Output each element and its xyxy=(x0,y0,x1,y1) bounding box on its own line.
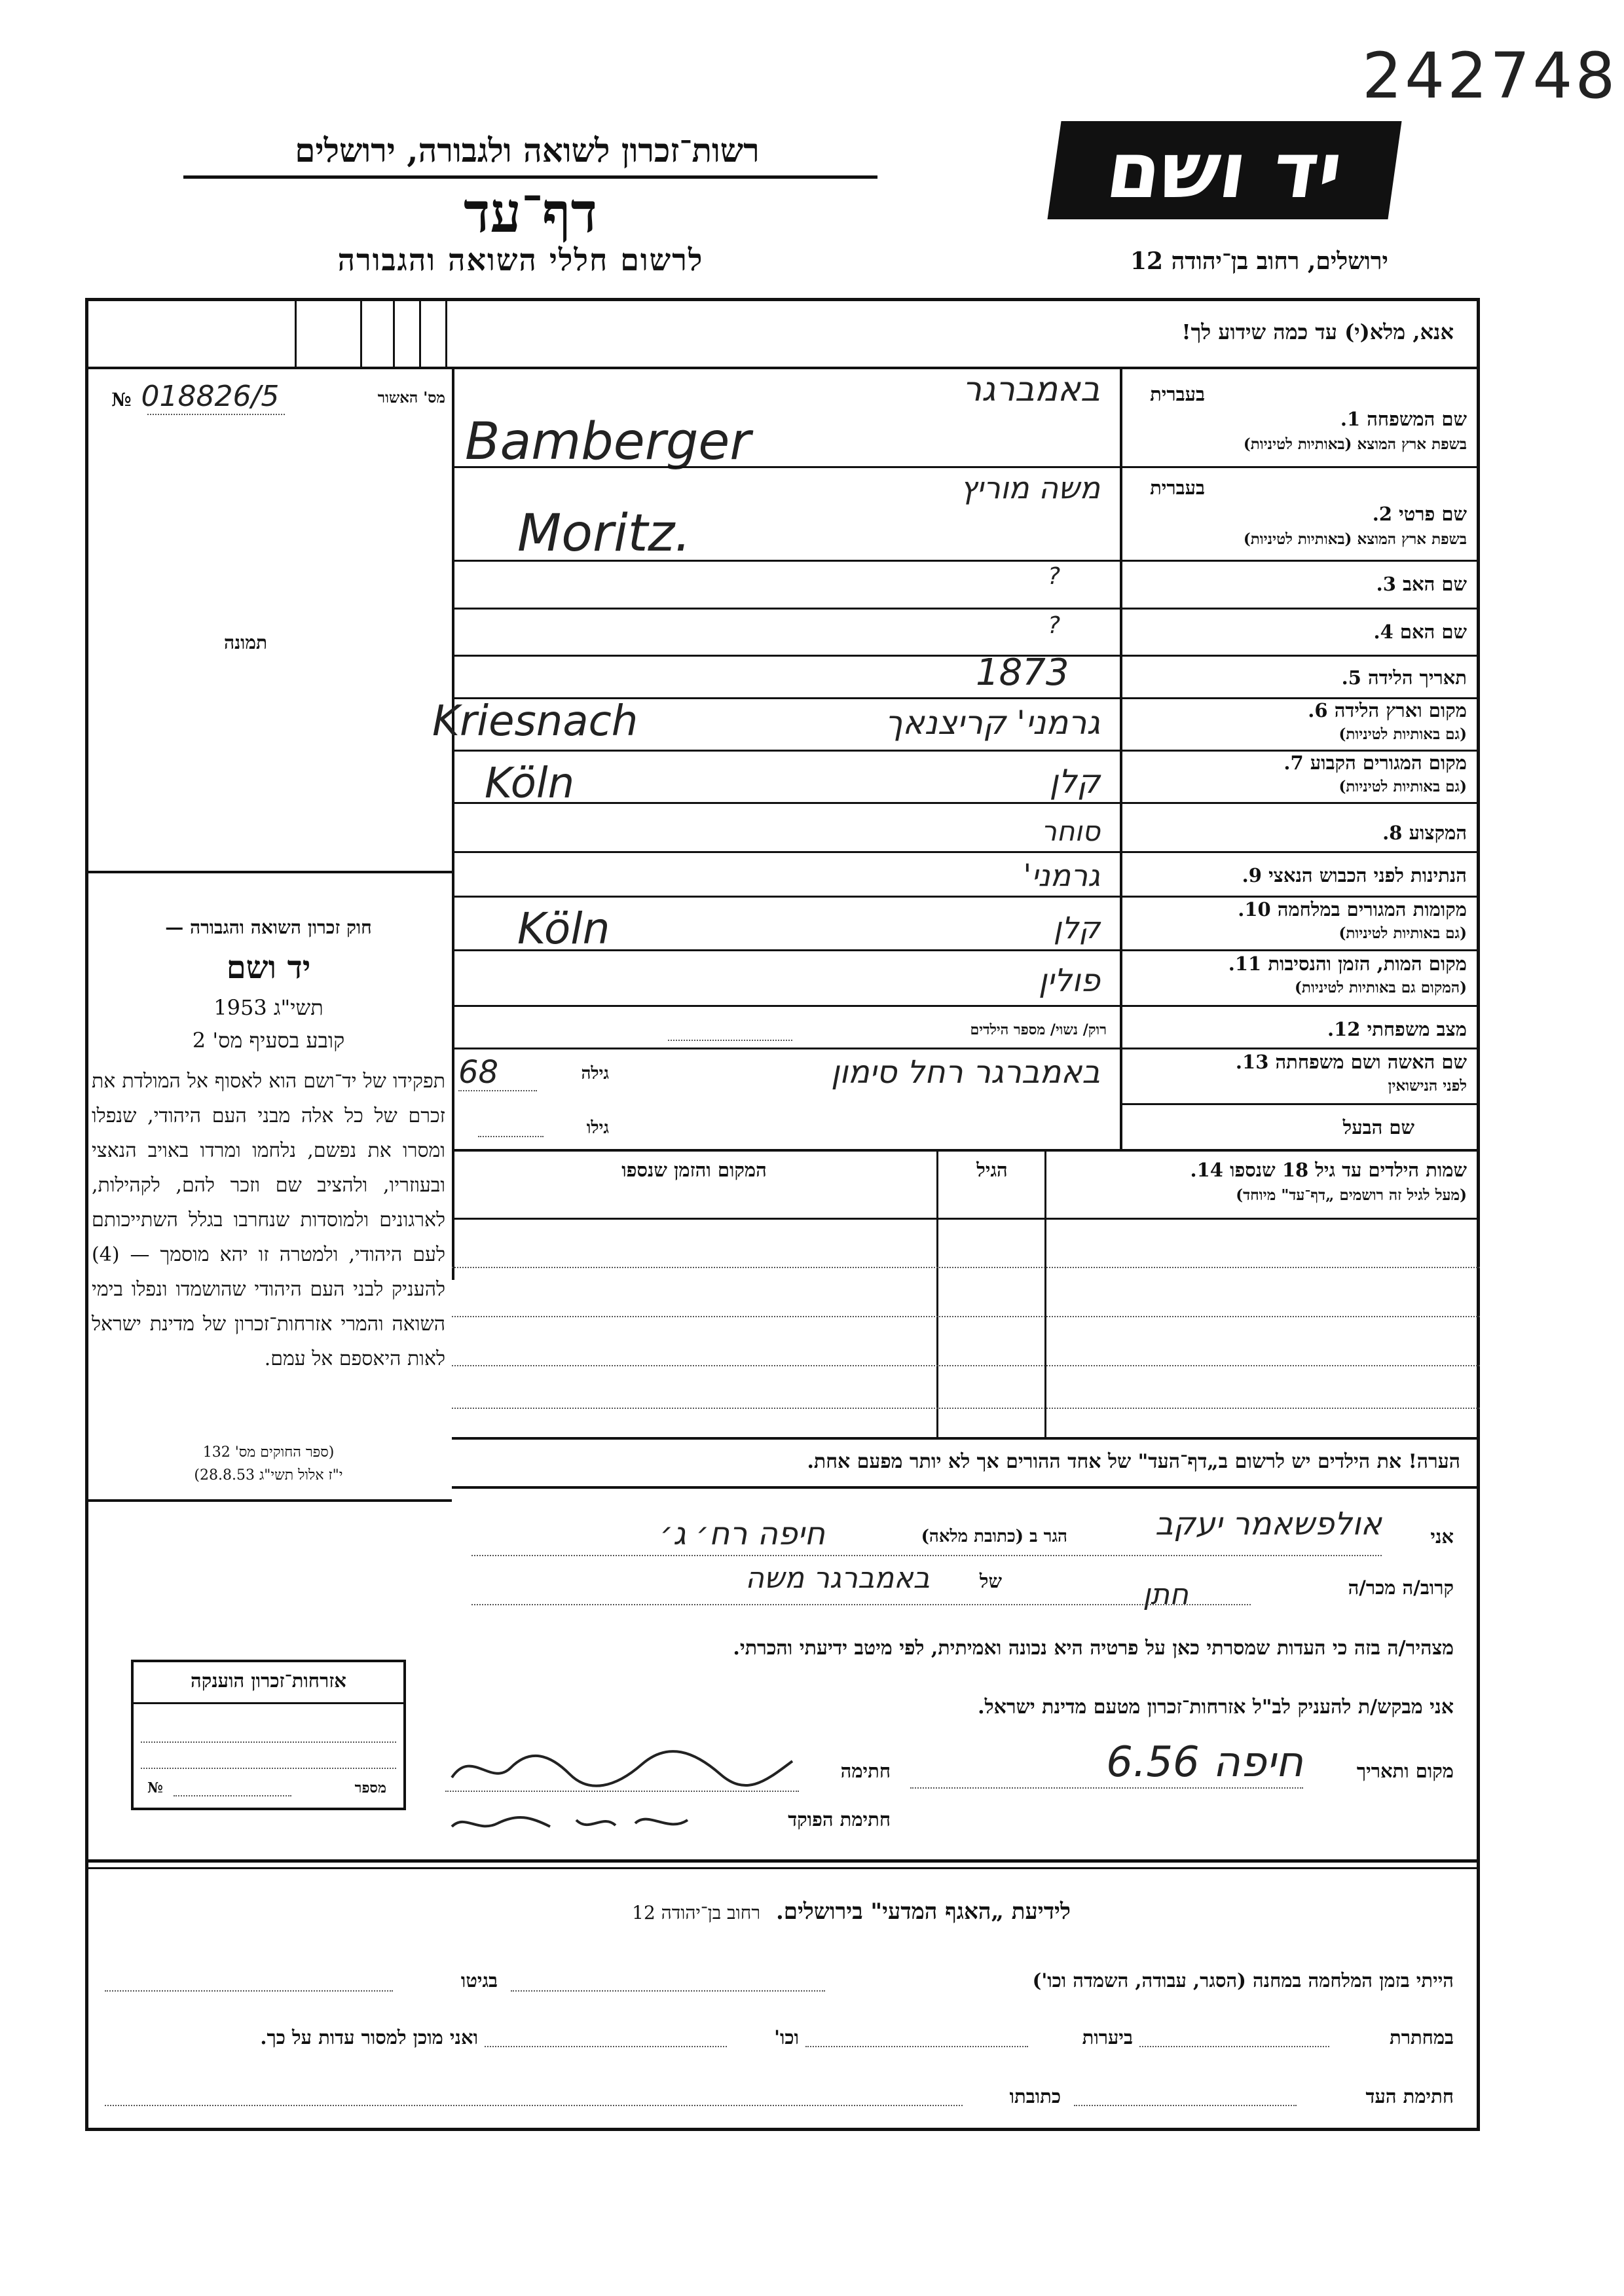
citizenship-prefix: № xyxy=(147,1779,163,1796)
bottom-etc: וכו' xyxy=(774,2026,799,2049)
field-2-hebrew-value[interactable]: משה מוריץ xyxy=(960,470,1100,505)
archive-number: 242748 xyxy=(1362,39,1618,113)
field-2-latin-value[interactable]: Moritz. xyxy=(517,504,692,563)
instruction: אנא, מלא(י) עד כמה שידוע לך! xyxy=(1181,319,1454,344)
field-1-sub: בשפת ארץ המוצא (באותיות לטיניות) xyxy=(1243,435,1467,453)
underground-line xyxy=(1139,2046,1329,2047)
field-11-value[interactable]: פולין xyxy=(1038,962,1100,999)
row-line xyxy=(452,466,1480,468)
strip-tick xyxy=(419,301,421,367)
law-bottom xyxy=(85,1499,452,1502)
field-11-label xyxy=(1126,953,1467,975)
children-num: 14. xyxy=(1190,1159,1223,1181)
registration-number[interactable]: 018826/5 xyxy=(141,380,280,413)
bottom-witness-sig: חתימת העד xyxy=(1365,2085,1454,2107)
field-4-num: 4. xyxy=(1373,621,1393,643)
citizenship-number-label: מספר xyxy=(354,1779,386,1796)
official-signature-scribble xyxy=(445,1800,694,1840)
field-10-latin-value[interactable]: Köln xyxy=(517,903,610,954)
citizenship-line xyxy=(141,1768,396,1769)
form-title: דף־עד xyxy=(463,180,597,245)
forests-line xyxy=(805,2046,1028,2047)
children-row xyxy=(452,1408,1480,1409)
field-1-num: 1. xyxy=(1340,408,1361,430)
field-1-label xyxy=(1126,408,1467,431)
photo-bottom xyxy=(85,871,452,873)
decl-signature-label: חתימה xyxy=(840,1760,891,1782)
field-7-label-text: מקום המגורים הקבוע xyxy=(1310,752,1467,774)
law-clause: קובע בסעיף מס' 2 xyxy=(192,1028,345,1053)
field-2-num: 2. xyxy=(1372,503,1393,525)
field-4-label-text: שם האם xyxy=(1399,621,1467,643)
field-3-label xyxy=(1126,573,1467,596)
field-5-label-text: תאריך הלידה xyxy=(1368,666,1467,689)
law-footnote-2: י"ז אלול תשי"ג 28.8.53) xyxy=(194,1467,343,1484)
field-2-label xyxy=(1126,503,1467,526)
decl-i-label: אני xyxy=(1430,1525,1454,1548)
field-6-label-text: מקום וארץ הלידה xyxy=(1334,699,1467,721)
reg-line xyxy=(147,414,285,415)
strip-tick xyxy=(295,301,297,367)
field-10-label-text: מקומות המגורים במלחמה xyxy=(1277,898,1467,920)
bottom-line1: הייתי בזמן המלחמה במחנה (הסגר, עבודה, השמדה וכו') xyxy=(1032,1969,1454,1992)
strip-tick xyxy=(445,301,447,367)
camp-line xyxy=(511,1990,825,1992)
field-13-label xyxy=(1126,1051,1467,1074)
header-address: ירושלים, רחוב בן־יהודה 12 xyxy=(1130,247,1388,275)
field-11-sub: (המקום גם באותיות לטיניות) xyxy=(1295,979,1467,996)
row-line xyxy=(452,560,1480,562)
decl-of-value[interactable]: באמברגר משה xyxy=(745,1561,930,1595)
authority-underline xyxy=(183,175,877,179)
children-col-divider xyxy=(1044,1149,1046,1437)
row-line xyxy=(452,608,1480,610)
row-line xyxy=(452,851,1480,853)
ghetto-line xyxy=(105,1990,393,1992)
witness-address-line xyxy=(105,2105,963,2106)
children-row xyxy=(452,1365,1480,1366)
field-13-value[interactable]: באמברגר רחל סימון xyxy=(830,1054,1100,1091)
field-6-hebrew-value[interactable]: גרמני' קריצנאך xyxy=(885,704,1100,742)
authority-title: רשות־זכרון לשואה ולגבורה, ירושלים xyxy=(295,131,760,170)
bottom-separator-2 xyxy=(85,1867,1480,1869)
field-11-num: 11. xyxy=(1228,953,1262,975)
field-13-label-text: שם האשה ושם משפחתה xyxy=(1275,1051,1467,1073)
bottom-underground: במחתרת xyxy=(1390,2026,1454,2049)
witness-sig-line xyxy=(1074,2105,1297,2106)
decl-official-label: חתימת הפוקד xyxy=(788,1808,891,1831)
husband-age-line xyxy=(478,1136,544,1137)
decl-line xyxy=(471,1604,1251,1605)
children-col-divider xyxy=(936,1149,938,1437)
field-5-value[interactable]: 1873 xyxy=(976,651,1069,694)
logo-text: יד ושם xyxy=(1101,125,1348,215)
official-signature[interactable] xyxy=(445,1800,694,1840)
bottom-title-text: לידיעת „האגף המדעי" בירושלים. xyxy=(775,1899,1071,1925)
instruction-line xyxy=(85,367,1480,369)
field-8-num: 8. xyxy=(1382,822,1403,844)
registration-label: מס' האשור xyxy=(377,389,445,407)
decl-i-value[interactable]: אולפשאמר יעקב xyxy=(1154,1506,1382,1542)
field-6-latin-value[interactable]: Kriesnach xyxy=(432,697,638,746)
field-4-label xyxy=(1126,621,1467,644)
photo-divider xyxy=(452,367,454,1280)
field-7-sub: (גם באותיות לטיניות) xyxy=(1338,778,1467,795)
row-line xyxy=(452,1048,1480,1049)
bottom-forests: ביערות xyxy=(1082,2026,1133,2049)
strip-tick xyxy=(393,301,395,367)
field-5-label xyxy=(1126,666,1467,689)
bottom-ghetto: בגיטו xyxy=(460,1969,498,1992)
children-count-line xyxy=(668,1040,792,1041)
children-top xyxy=(452,1149,1480,1152)
field-9-num: 9. xyxy=(1242,864,1262,886)
reg-prefix: № xyxy=(111,389,132,410)
bottom-address-label: כתובתו xyxy=(1009,2085,1061,2107)
field-7-latin-value[interactable]: Köln xyxy=(485,759,575,808)
yad-vashem-logo xyxy=(1047,121,1401,219)
field-11-label-text: מקום המות, הזמן והנסיבות xyxy=(1268,953,1467,975)
row-line xyxy=(452,949,1480,951)
row-line xyxy=(452,896,1480,898)
bottom-separator xyxy=(85,1859,1480,1863)
children-age-col: הגיל xyxy=(976,1159,1008,1181)
children-place-col: המקום והזמן שנספו xyxy=(621,1159,767,1181)
field-9-value[interactable]: גרמני' xyxy=(1023,858,1100,893)
field-5-num: 5. xyxy=(1341,666,1361,689)
field-2-lang: בעברית xyxy=(1150,477,1205,499)
decl-place-date-label: מקום ותאריך xyxy=(1356,1760,1454,1782)
children-bottom xyxy=(452,1437,1480,1440)
strip-tick xyxy=(360,301,362,367)
field-9-label-text: הנתינות לפני הכבוש הנאצי xyxy=(1268,864,1467,886)
decl-resides-label: הגר ב (כתובת מלאה) xyxy=(921,1527,1067,1546)
field-7-hebrew-value[interactable]: קלן xyxy=(1049,763,1100,801)
field-2-sub: בשפת ארץ המוצא (באותיות לטיניות) xyxy=(1243,530,1467,548)
children-sub: (מעל לגיל זה רושמים „דף־עד" מיוחד) xyxy=(1236,1186,1467,1204)
field-10-hebrew-value[interactable]: קלן xyxy=(1053,910,1100,945)
signature-scribble xyxy=(445,1741,799,1794)
decl-statement: מצהיר/ה בזה כי העדות שמסרתי כאן על פרטיה היא נכונה ואמיתית, לפי מיטב ידיעתי והכרתי. xyxy=(733,1637,1454,1660)
husband-label: שם הבעל xyxy=(1342,1116,1414,1139)
law-year: תשי"ג 1953 xyxy=(213,995,323,1020)
decl-resides-value[interactable]: חיפה רח׳ ג׳ xyxy=(659,1516,825,1552)
bottom-ready: ואני מוכן למסור עדות על כך. xyxy=(260,2026,478,2049)
field-3-label-text: שם האב xyxy=(1402,573,1467,595)
citizenship-line xyxy=(141,1741,396,1743)
field-10-num: 10. xyxy=(1238,898,1271,920)
label-divider xyxy=(1120,367,1122,1149)
field-12-label xyxy=(1126,1018,1467,1041)
field-13-age-value[interactable]: 68 xyxy=(458,1054,499,1091)
field-8-value[interactable]: סוחר xyxy=(1041,815,1100,847)
decl-relative-value[interactable]: חתן xyxy=(1143,1578,1189,1611)
decl-signature[interactable] xyxy=(445,1741,799,1794)
field-8-label-text: המקצוע xyxy=(1409,822,1467,844)
decl-line xyxy=(471,1555,1382,1556)
citizenship-number-line xyxy=(174,1795,291,1796)
children-header-line xyxy=(452,1218,1480,1220)
wife-age-line xyxy=(458,1090,537,1091)
field-1-lang: בעברית xyxy=(1150,383,1205,405)
field-8-label xyxy=(1126,822,1467,845)
decl-line xyxy=(445,1791,799,1792)
field-3-value[interactable]: ? xyxy=(1048,563,1061,590)
field-1-hebrew-value[interactable]: באמברגר xyxy=(962,370,1100,409)
field-13-age-label: גילה xyxy=(581,1064,609,1084)
row-line xyxy=(452,655,1480,657)
field-1-latin-value[interactable]: Bamberger xyxy=(465,412,751,471)
field-2-label-text: שם פרטי xyxy=(1399,503,1467,525)
field-12-num: 12. xyxy=(1327,1018,1361,1040)
row-line xyxy=(452,1005,1480,1007)
law-footnote-1: (ספר החוקים מס' 132 xyxy=(202,1444,335,1461)
children-row xyxy=(452,1316,1480,1317)
field-10-label xyxy=(1126,898,1467,921)
decl-line xyxy=(910,1787,1303,1789)
field-13-sub: לפני הנישואין xyxy=(1388,1077,1467,1095)
field-6-label xyxy=(1126,699,1467,722)
row-line xyxy=(452,802,1480,804)
law-text: תפקידו של יד־ושם הוא לאסוף אל המולדת את זכרם של כל אלה מבני העם היהודי, שנפלו ומסרו את נפשם, נלחמו ומרדו באויב הנאצי ובעוזריו, ולהציב שם וזכר להם, לקהילות, לארגונים ולמוסדות שנחרבו בגלל השתייכותם לעם היהודי, ולמטרה זו יהא מוסמך — (4) להעניק לבני העם היהודי שהושמדו ונפלו בימי השואה והמרי אזרחות־זכרון של מדינת ישראל לאות היאספם אל עמם. xyxy=(92,1070,445,1370)
field-9-label xyxy=(1126,864,1467,887)
decl-request: אני מבקש/ת להעניק לב"ל אזרחות־זכרון מטעם מדינת ישראל. xyxy=(978,1696,1454,1719)
citizenship-title: אזרחות־זכרון הוענקה xyxy=(191,1669,346,1692)
law-name: יד ושם xyxy=(226,949,311,986)
field-7-num: 7. xyxy=(1283,752,1304,774)
decl-relative-label: קרוב/ה מכר/ה xyxy=(1348,1576,1454,1599)
field-7-label xyxy=(1126,752,1467,774)
field-12-value[interactable]: רוק/ נשוי/ מספר הילדים xyxy=(970,1021,1107,1038)
field-12-label-text: מצב משפחתי xyxy=(1367,1018,1467,1040)
field-6-sub: (גם באותיות לטיניות) xyxy=(1338,725,1467,743)
husband-age-label: גילו xyxy=(586,1118,609,1138)
registration-number-area xyxy=(111,380,445,419)
decl-of-label: של xyxy=(979,1570,1002,1592)
photo-label: תמונה xyxy=(223,632,268,653)
etc-line xyxy=(485,2046,727,2047)
row-line xyxy=(1120,1103,1480,1105)
field-10-sub: (גם באותיות לטיניות) xyxy=(1338,924,1467,942)
field-3-num: 3. xyxy=(1376,573,1396,595)
note-line xyxy=(452,1486,1480,1489)
children-label xyxy=(1048,1159,1467,1182)
bottom-title xyxy=(498,1899,1205,1925)
field-13-num: 13. xyxy=(1235,1051,1269,1073)
form-subtitle: לרשום חללי השואה והגבורה xyxy=(337,242,704,278)
children-row xyxy=(452,1267,1480,1268)
field-1-label-text: שם המשפחה xyxy=(1367,408,1467,430)
decl-place-date-value[interactable]: חיפה 6.56 xyxy=(1106,1738,1303,1787)
law-title: חוק זכרון השואה והגבורה — xyxy=(165,917,372,938)
citizenship-title-line xyxy=(131,1702,406,1704)
bottom-address: רחוב בן־יהודה 12 xyxy=(632,1902,761,1923)
note: הערה! את הילדים יש לרשום ב„דף־העד" של אחד ההורים אך לא יותר מפעם אחת. xyxy=(807,1450,1460,1473)
field-6-num: 6. xyxy=(1308,699,1328,721)
children-label-text: שמות הילדים עד גיל 18 שנספו xyxy=(1230,1159,1467,1181)
field-4-value[interactable]: ? xyxy=(1048,612,1061,639)
